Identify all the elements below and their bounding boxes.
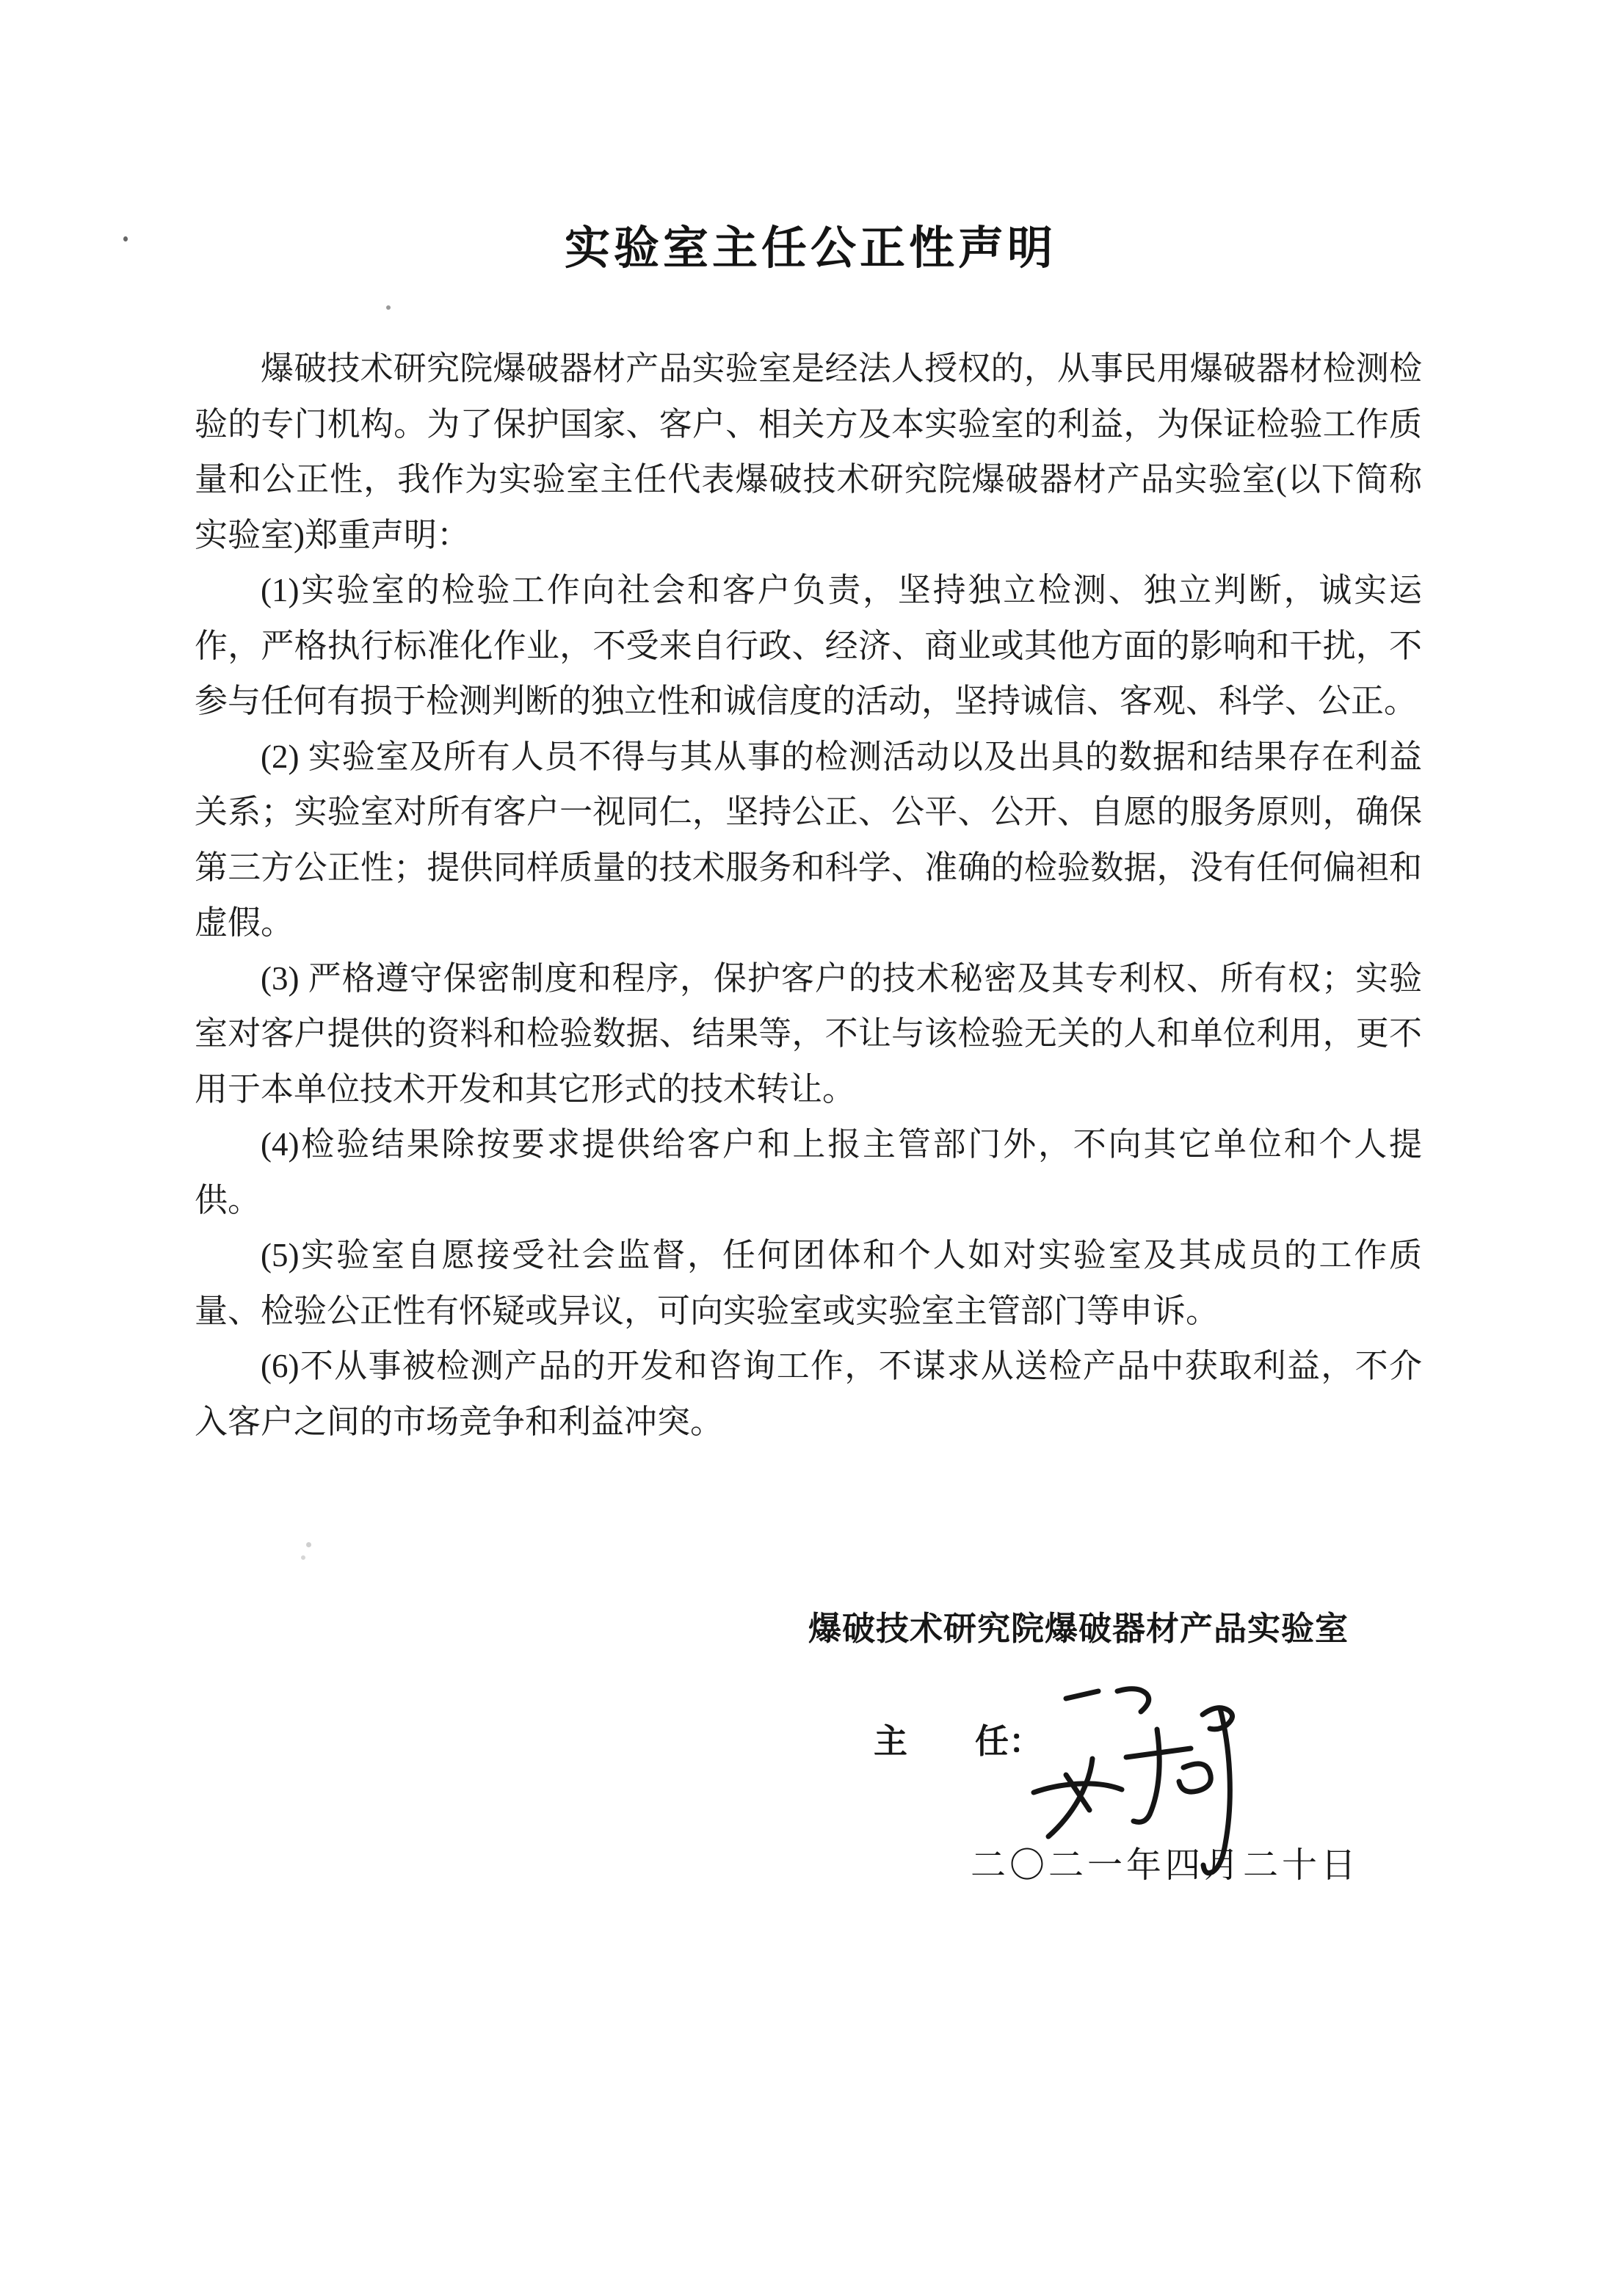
signature-date: 二〇二一年四月二十日: [971, 1846, 1360, 1885]
statement-item-5: (5)实验室自愿接受社会监督，任何团体和个人如对实验室及其成员的工作质量、检验公正性有怀疑或异议，可向实验室或实验室主管部门等申诉。: [195, 1237, 1422, 1329]
intro-paragraph: 爆破技术研究院爆破器材产品实验室是经法人授权的，从事民用爆破器材检测检验的专门机构。为了保护国家、客户、相关方及本实验室的利益，为保证检验工作质量和公正性，我作为实验室主任代表爆破技术研究院爆破器材产品实验室(以下简称实验室)郑重声明：: [195, 350, 1422, 553]
statement-item-3: (3) 严格遵守保密制度和程序，保护客户的技术秘密及其专利权、所有权；实验室对客户提供的资料和检验数据、结果等，不让与该检验无关的人和单位利用，更不用于本单位技术开发和其它形式的技术转让。: [195, 959, 1422, 1108]
signature-organization: 爆破技术研究院爆破器材产品实验室: [808, 1610, 1349, 1647]
scan-speck: [306, 1542, 311, 1547]
director-role-label: 主 任：: [874, 1723, 1042, 1760]
statement-item-4: (4)检验结果除按要求提供给客户和上报主管部门外，不向其它单位和个人提供。: [195, 1126, 1422, 1218]
scan-speck: [301, 1555, 305, 1560]
statement-body: [195, 341, 1422, 1450]
statement-item-2: (2) 实验室及所有人员不得与其从事的检测活动以及出具的数据和结果存在利益关系；实验室对所有客户一视同仁，坚持公正、公平、公开、自愿的服务原则，确保第三方公正性；提供同样质量的技术服务和科学、准确的检验数据，没有任何偏袒和虚假。: [195, 738, 1422, 941]
statement-item-1: (1)实验室的检验工作向社会和客户负责，坚持独立检测、独立判断，诚实运作，严格执行标准化作业，不受来自行政、经济、商业或其他方面的影响和干扰，不参与任何有损于检测判断的独立性和诚信度的活动，坚持诚信、客观、科学、公正。: [195, 572, 1422, 719]
scan-speck: [386, 305, 391, 310]
statement-item-6: (6)不从事被检测产品的开发和咨询工作，不谋求从送检产品中获取利益，不介入客户之间的市场竞争和利益冲突。: [195, 1348, 1422, 1440]
page-title: 实验室主任公正性声明: [564, 223, 1056, 274]
scan-speck: [123, 236, 128, 241]
